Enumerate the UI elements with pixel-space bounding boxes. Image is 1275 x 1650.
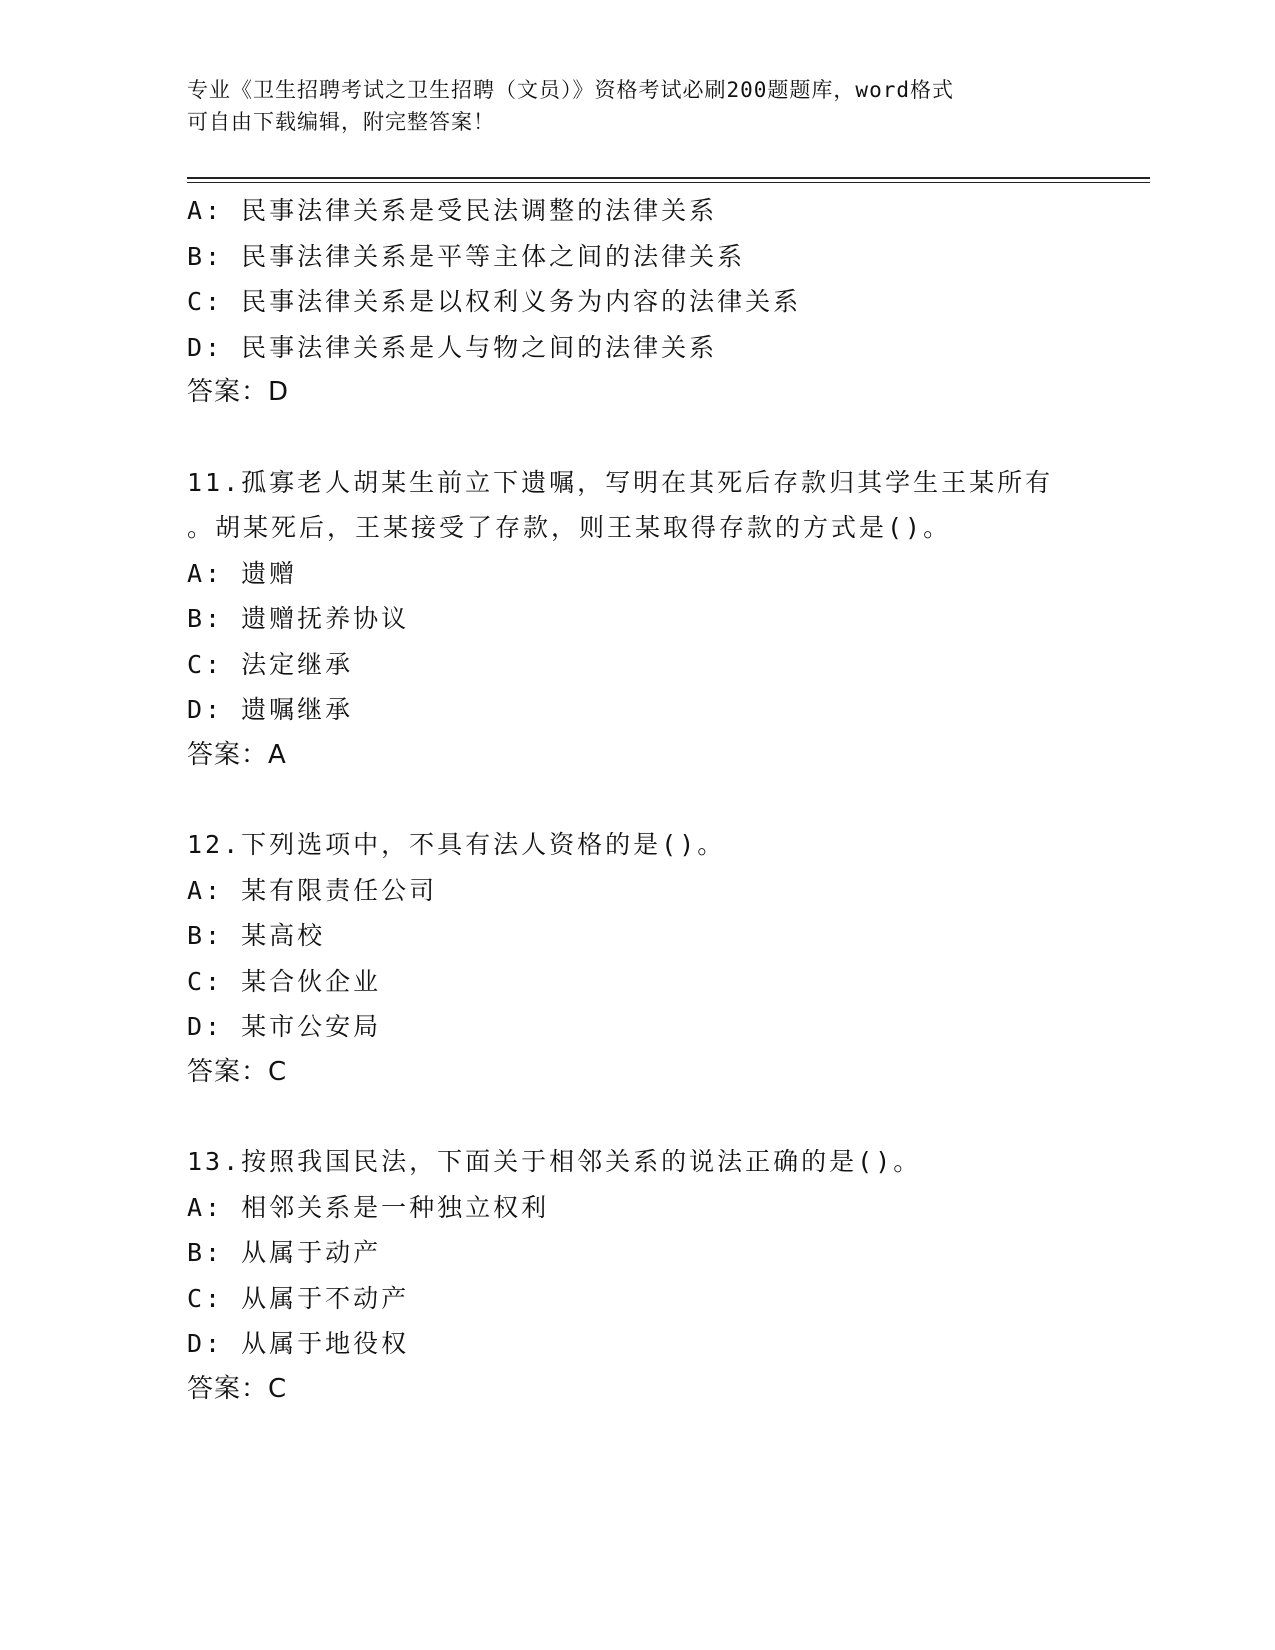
option-b: B: 某高校 (187, 921, 326, 950)
option-d: D: 遗嘱继承 (187, 695, 354, 724)
option-c: C: 从属于不动产 (187, 1283, 410, 1313)
option-a: A: 遗赠 (187, 558, 298, 588)
option-c: C: 法定继承 (187, 649, 354, 679)
answer-label: 答案：A (187, 739, 287, 770)
option-a: A: 民事法律关系是受民法调整的法律关系 (187, 196, 718, 225)
header-divider-thin (187, 182, 1150, 183)
question-stem: 13.按照我国民法，下面关于相邻关系的说法正确的是()。 (187, 1147, 922, 1176)
option-a: A: 某有限责任公司 (187, 875, 438, 905)
header-title-line-2: 可自由下载编辑，附完整答案！ (187, 110, 495, 134)
option-d: D: 从属于地役权 (187, 1329, 410, 1358)
question-10 (187, 188, 1117, 416)
option-d: D: 某市公安局 (187, 1012, 382, 1041)
option-c: C: 民事法律关系是以权利义务为内容的法律关系 (187, 287, 802, 316)
question-11 (187, 460, 1117, 779)
question-13 (187, 1139, 1117, 1412)
question-stem-continued: 。胡某死后，王某接受了存款，则王某取得存款的方式是()。 (187, 513, 952, 542)
question-stem: 11.孤寡老人胡某生前立下遗嘱，写明在其死后存款归其学生王某所有 (187, 467, 1054, 497)
question-list (187, 188, 1117, 1412)
option-b: B: 民事法律关系是平等主体之间的法律关系 (187, 241, 746, 271)
question-stem: 12.下列选项中，不具有法人资格的是()。 (187, 830, 726, 859)
option-b: B: 从属于动产 (187, 1238, 382, 1267)
option-d: D: 民事法律关系是人与物之间的法律关系 (187, 332, 718, 362)
header-title-line-1: 专业《卫生招聘考试之卫生招聘（文员）》资格考试必刷200题题库，word格式 (187, 78, 954, 102)
answer-label: 答案：D (187, 377, 290, 407)
spacer (187, 1095, 1117, 1139)
option-b: B: 遗赠抚养协议 (187, 604, 410, 633)
option-a: A: 相邻关系是一种独立权利 (187, 1192, 550, 1222)
answer-label: 答案：C (187, 1373, 288, 1404)
answer-label: 答案：C (187, 1056, 288, 1087)
question-12 (187, 822, 1117, 1095)
option-c: C: 某合伙企业 (187, 966, 382, 996)
document-header (187, 74, 1067, 138)
header-divider-thick (187, 177, 1150, 179)
spacer (187, 778, 1117, 822)
spacer (187, 416, 1117, 460)
